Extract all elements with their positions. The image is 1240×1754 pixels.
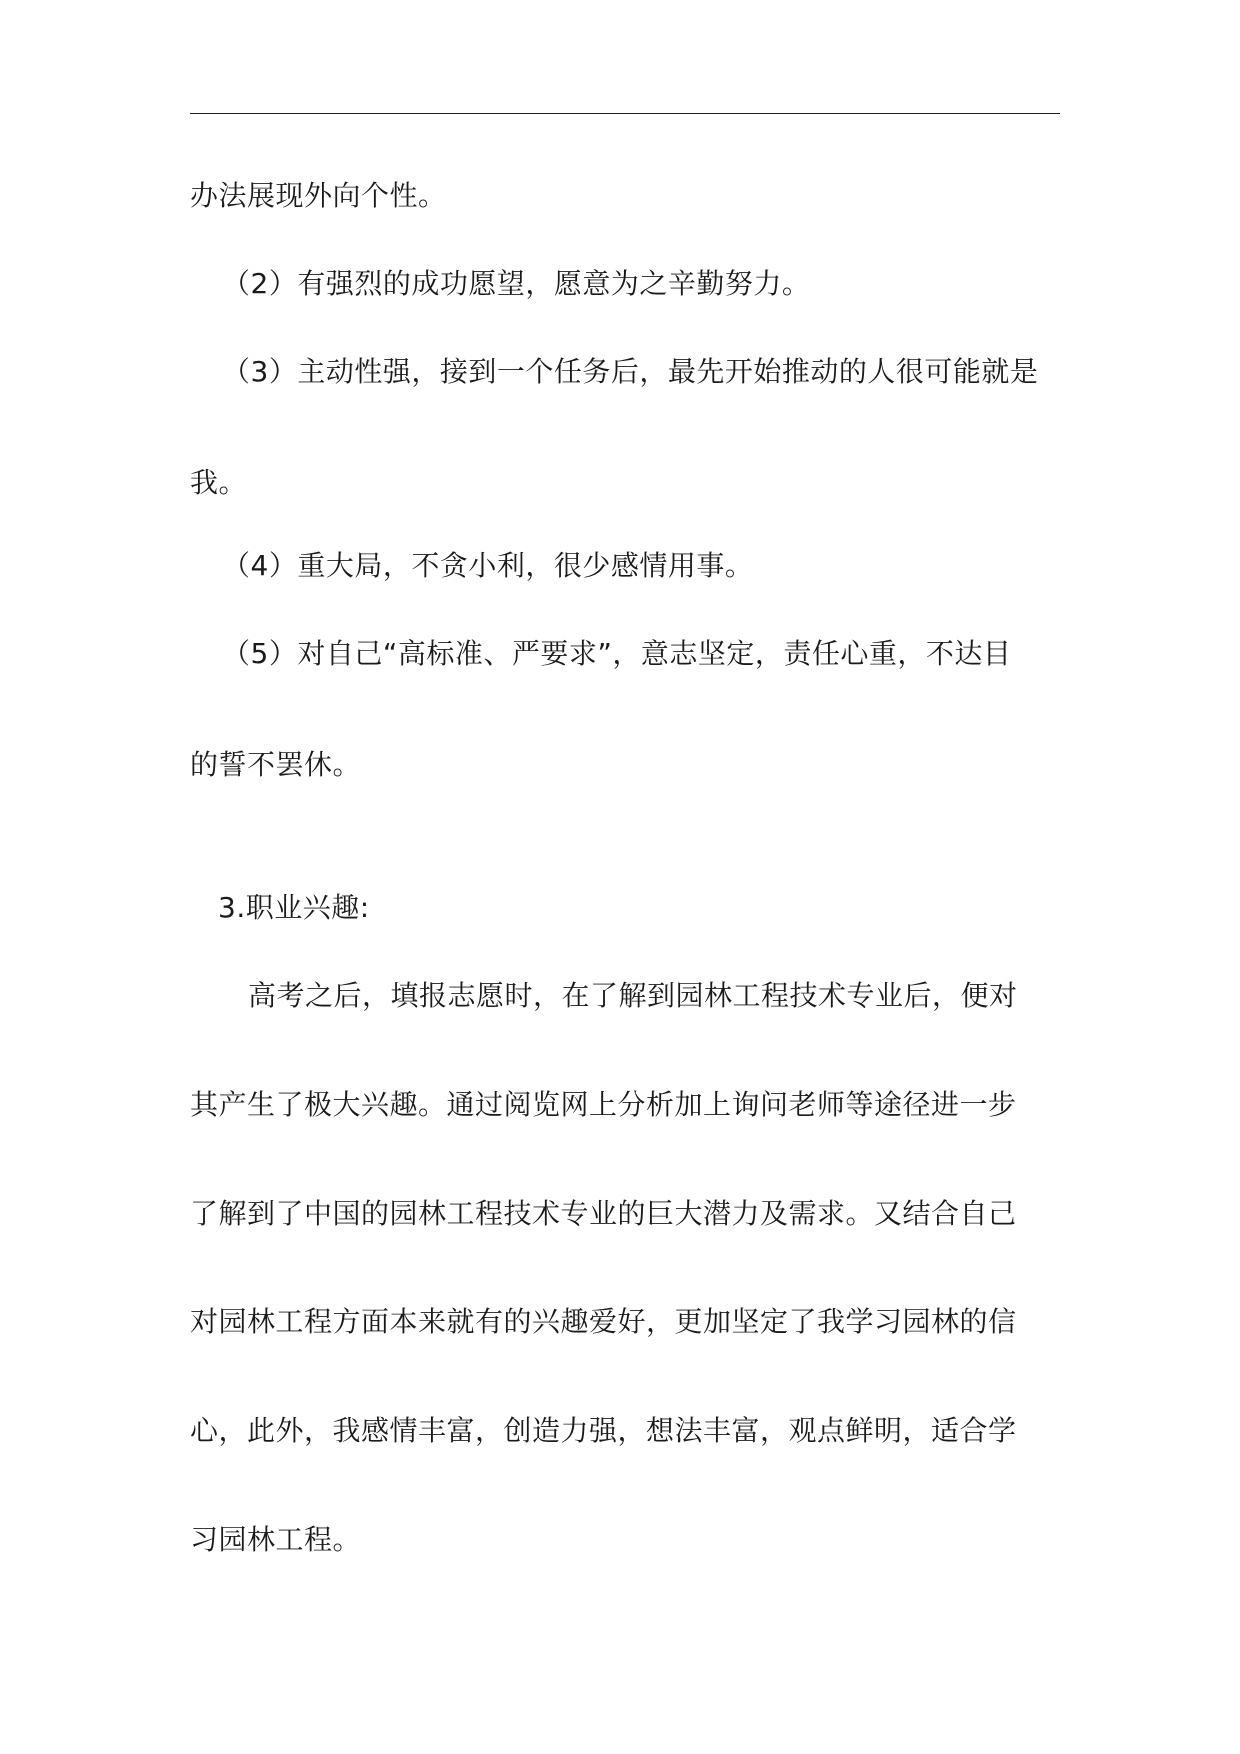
list-item-3: （3）主动性强，接到一个任务后，最先开始推动的人很可能就是 (222, 355, 1039, 388)
header-rule (190, 113, 1060, 114)
list-item-4: （4）重大局，不贪小利，很少感情用事。 (222, 549, 754, 582)
paragraph-line: 其产生了极大兴趣。通过阅览网上分析加上询问老师等途径进一步 (190, 1088, 1017, 1121)
list-item-2: （2）有强烈的成功愿望，愿意为之辛勤努力。 (222, 267, 811, 300)
paragraph-line: 对园林工程方面本来就有的兴趣爱好，更加坚定了我学习园林的信 (190, 1305, 1017, 1338)
list-item-3-continuation: 我。 (190, 466, 248, 499)
paragraph-line: 办法展现外向个性。 (190, 179, 447, 212)
paragraph-line: 心，此外，我感情丰富，创造力强，想法丰富，观点鲜明，适合学 (190, 1414, 1017, 1447)
list-item-5: （5）对自己“高标准、严要求”，意志坚定，责任心重，不达目 (222, 637, 1012, 670)
paragraph-line: 了解到了中国的园林工程技术专业的巨大潜力及需求。又结合自己 (190, 1197, 1017, 1230)
section-heading: 3.职业兴趣: (218, 891, 370, 924)
paragraph-line: 高考之后，填报志愿时，在了解到园林工程技术专业后，便对 (248, 979, 1018, 1012)
paragraph-line: 习园林工程。 (190, 1523, 362, 1556)
list-item-5-continuation: 的誓不罢休。 (190, 748, 362, 781)
